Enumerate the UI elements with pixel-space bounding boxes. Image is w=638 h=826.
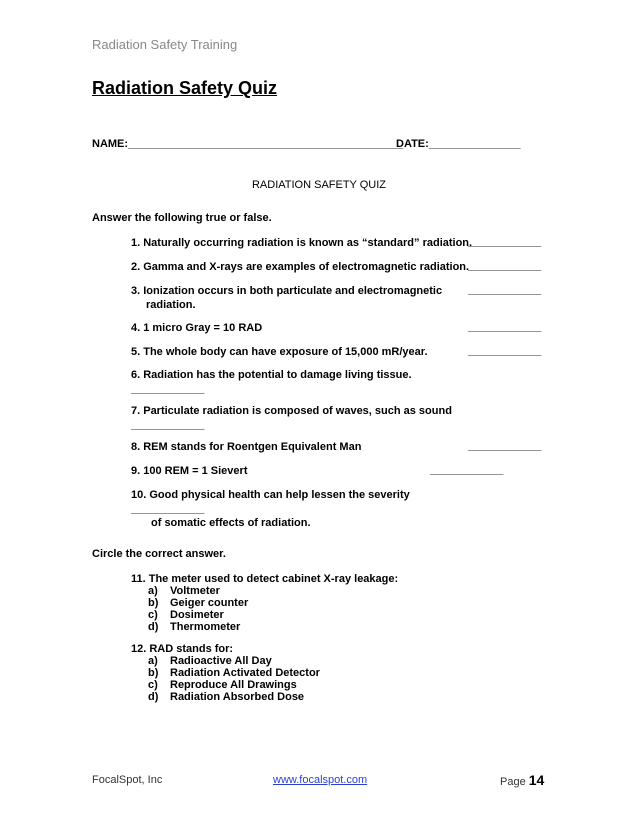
option-a [131, 585, 398, 597]
question-text: 1. Naturally occurring radiation is known as “standard” radiation. [131, 237, 473, 249]
question-continuation: of somatic effects of radiation. [151, 517, 311, 529]
option-letter: b) [148, 597, 159, 609]
question-7 [131, 404, 452, 432]
answer-blank-1: ____________ [468, 236, 542, 248]
option-letter: c) [148, 679, 158, 691]
answer-blank-3: ____________ [468, 284, 542, 296]
option-c [131, 609, 398, 621]
question-6 [131, 368, 412, 396]
question-text: 8. REM stands for Roentgen Equivalent Man [131, 441, 362, 453]
question-text: 6. Radiation has the potential to damage living tissue. [131, 369, 412, 381]
option-letter: d) [148, 621, 159, 633]
question-text: 7. Particulate radiation is composed of waves, such as sound [131, 405, 452, 417]
option-d [131, 691, 320, 703]
option-text: Dosimeter [170, 609, 224, 621]
page-title: Radiation Safety Quiz [92, 78, 278, 98]
question-text: 5. The whole body can have exposure of 15,000 mR/year. [131, 346, 428, 358]
question-1 [131, 236, 472, 250]
option-letter: b) [148, 667, 159, 679]
option-letter: a) [148, 585, 158, 597]
answer-blank-6: ____________ [131, 383, 205, 395]
option-text: Voltmeter [170, 585, 220, 597]
question-4 [131, 321, 262, 335]
question-text: 4. 1 micro Gray = 10 RAD [131, 322, 263, 334]
option-text: Geiger counter [170, 597, 249, 609]
footer-page-number [500, 772, 544, 788]
question-8 [131, 440, 361, 454]
answer-blank-7: ____________ [131, 419, 205, 431]
question-2 [131, 260, 469, 274]
option-text: Thermometer [170, 621, 241, 633]
option-letter: d) [148, 691, 159, 703]
page-label: Page [500, 776, 526, 788]
true-false-instruction: Answer the following true or false. [92, 212, 272, 224]
answer-blank-5: ____________ [468, 345, 542, 357]
footer-company: FocalSpot, Inc [92, 774, 163, 786]
question-text: 3. Ionization occurs in both particulate and electromagnetic [131, 285, 443, 297]
answer-blank-8: ____________ [468, 440, 542, 452]
option-b [131, 597, 398, 609]
option-letter: c) [148, 609, 158, 621]
multiple-choice-instruction: Circle the correct answer. [92, 548, 226, 560]
footer-website-link[interactable]: www.focalspot.com [273, 774, 368, 786]
question-text: 9. 100 REM = 1 Sievert [131, 465, 248, 477]
option-text: Radioactive All Day [170, 655, 272, 667]
question-text: 2. Gamma and X-rays are examples of electromagnetic radiation. [131, 261, 470, 273]
question-11 [131, 573, 398, 633]
page-number: 14 [528, 772, 545, 788]
question-9 [131, 464, 247, 478]
question-text: 12. RAD stands for: [131, 643, 234, 655]
option-a [131, 655, 320, 667]
question-3 [131, 284, 442, 312]
option-text: Radiation Activated Detector [170, 667, 320, 679]
answer-blank-9: ____________ [430, 464, 504, 476]
answer-blank-2: ____________ [468, 260, 542, 272]
option-b [131, 667, 320, 679]
question-5 [131, 345, 428, 359]
option-text: Reproduce All Drawings [170, 679, 297, 691]
answer-blank-4: ____________ [468, 321, 542, 333]
question-continuation: radiation. [146, 299, 196, 311]
quiz-heading: RADIATION SAFETY QUIZ [251, 179, 387, 191]
question-12 [131, 643, 320, 703]
question-text: 11. The meter used to detect cabinet X-ray leakage: [131, 573, 399, 585]
running-header: Radiation Safety Training [92, 37, 238, 52]
name-field-line: NAME:_____________________________________________ [92, 138, 404, 150]
question-text: 10. Good physical health can help lessen the severity [131, 489, 410, 501]
answer-blank-10: ____________ [131, 503, 205, 515]
date-field-line: DATE:_______________ [396, 138, 521, 150]
question-10 [131, 488, 410, 530]
option-d [131, 621, 398, 633]
option-c [131, 679, 320, 691]
option-letter: a) [148, 655, 158, 667]
option-text: Radiation Absorbed Dose [170, 691, 305, 703]
